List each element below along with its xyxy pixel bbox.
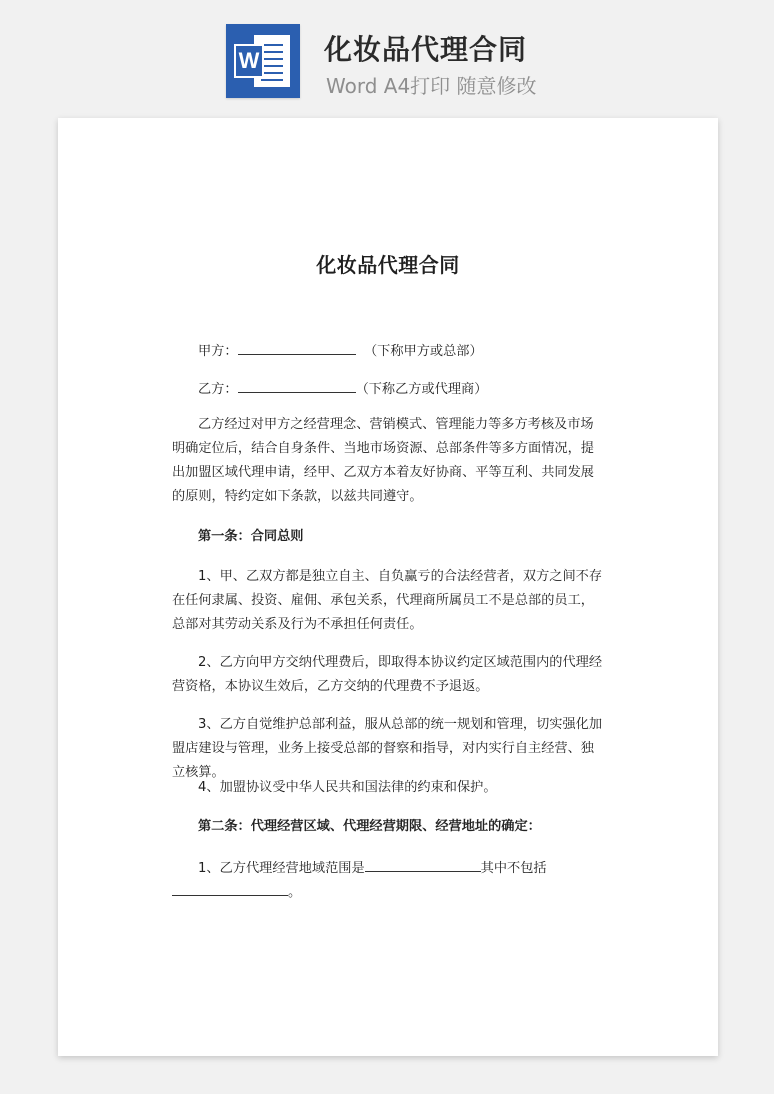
party-a-line (198, 339, 483, 362)
article2-item-1-line1 (198, 857, 547, 879)
party-b-note: （下称乙方或代理商） (355, 382, 488, 397)
document-title: 化妆品代理合同 (316, 253, 460, 277)
excluded-region-blank[interactable] (172, 881, 288, 896)
article2-item-1-prefix: 1、乙方代理经营地域范围是 (198, 861, 365, 876)
party-b-line (198, 377, 487, 400)
article2-heading: 第二条：代理经营区域、代理经营期限、经营地址的确定： (198, 819, 541, 834)
article2-item-1-line2 (172, 881, 301, 903)
party-a-note: （下称甲方或总部） (363, 344, 483, 359)
article2-item-1-end: 。 (288, 885, 302, 900)
article1-item-3: 3、乙方自觉维护总部利益，服从总部的统一规划和管理，切实强化加盟店建设与管理，业务上接受总部的督察和指导，对内实行自主经营、独立核算。 (172, 717, 603, 780)
header-title: 化妆品代理合同 (324, 33, 528, 66)
article2-item-1-middle: 其中不包括 (480, 861, 547, 876)
article1-item-2: 2、乙方向甲方交纳代理费后，即取得本协议约定区域范围内的代理经营资格，本协议生效后，乙方交纳的代理费不予退返。 (172, 655, 603, 694)
header-subtitle: Word A4打印 随意修改 (326, 74, 537, 98)
region-blank[interactable] (365, 857, 481, 872)
party-b-blank[interactable] (238, 377, 356, 393)
article1-item-4: 4、加盟协议受中华人民共和国法律的约束和保护。 (198, 780, 497, 795)
page-header (0, 0, 774, 110)
document-page (58, 118, 718, 1056)
article1-heading: 第一条：合同总则 (198, 529, 304, 544)
party-b-label: 乙方： (198, 382, 238, 397)
article1-item-1: 1、甲、乙双方都是独立自主、自负赢亏的合法经营者，双方之间不存在任何隶属、投资、雇佣、承包关系，代理商所属员工不是总部的员工，总部对其劳动关系及行为不承担任何责任。 (172, 569, 603, 632)
intro-paragraph: 乙方经过对甲方之经营理念、营销模式、管理能力等多方考核及市场明确定位后，结合自身条件、当地市场资源、总部条件等多方面情况，提出加盟区域代理申请，经甲、乙双方本着友好协商、平等互利、共同发展的原则，特约定如下条款，以兹共同遵守。 (172, 417, 594, 504)
word-document-icon (226, 24, 300, 98)
party-a-blank[interactable] (238, 339, 356, 355)
word-w-letter-icon: W (234, 44, 264, 78)
party-a-label: 甲方： (198, 344, 238, 359)
